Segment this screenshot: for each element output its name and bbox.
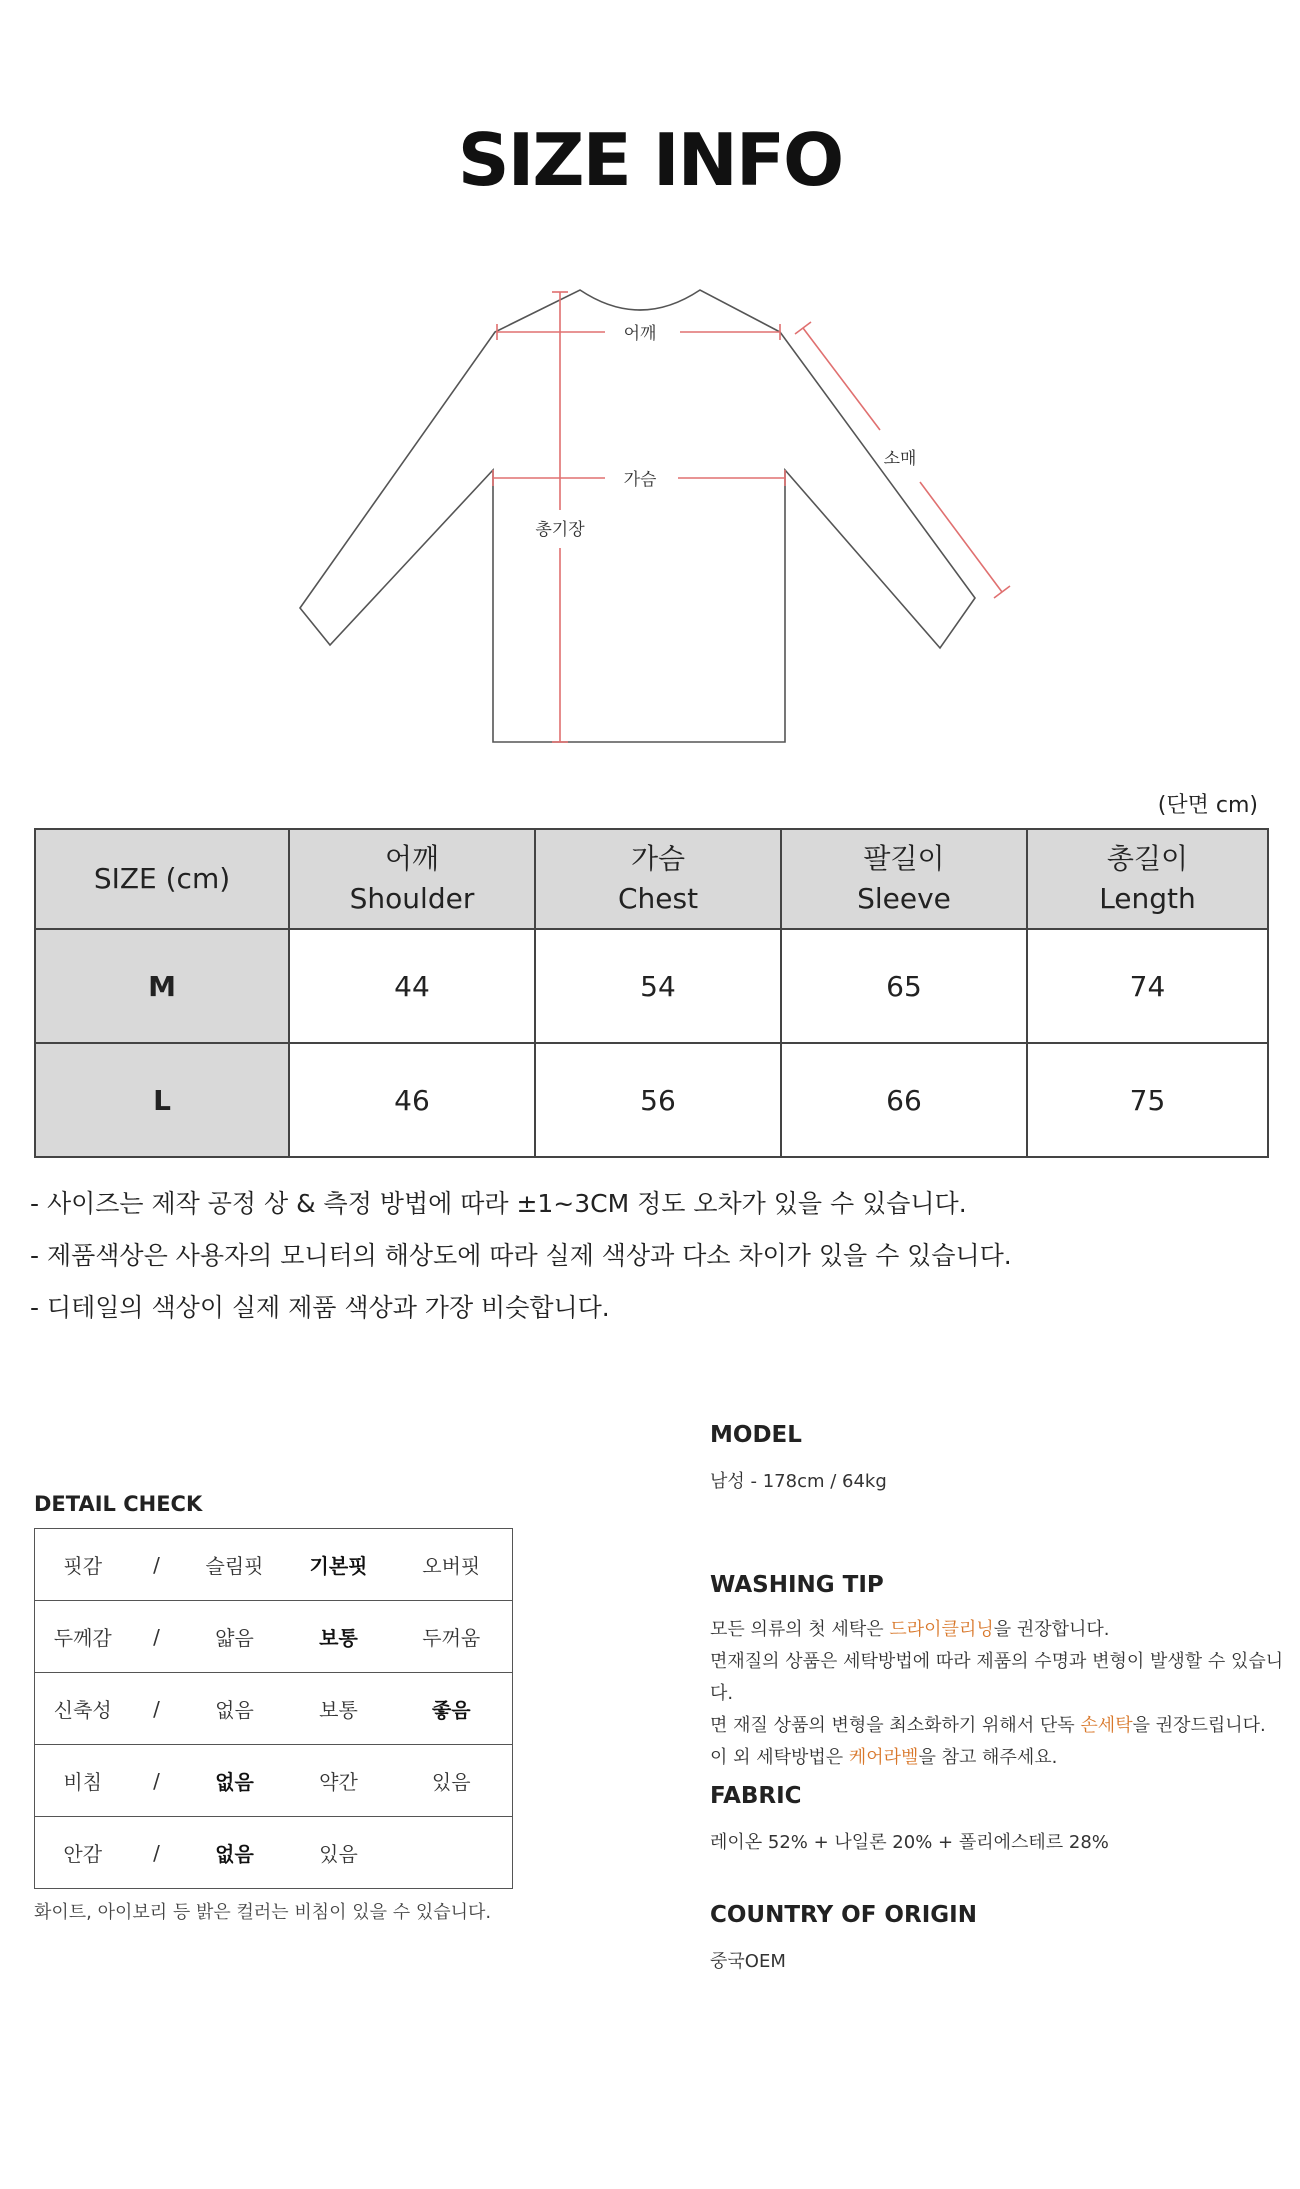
col-length: 총길이 Length (1027, 829, 1268, 929)
detail-option: 두꺼움 (391, 1601, 513, 1673)
detail-option: 있음 (391, 1745, 513, 1817)
sleeve-label: 소매 (883, 449, 917, 469)
detail-separator: / (131, 1817, 183, 1889)
fabric-heading: FABRIC (710, 1783, 802, 1809)
detail-label: 비침 (35, 1745, 131, 1817)
washing-section (710, 1572, 1290, 1774)
size-notes (30, 1178, 1012, 1334)
table-cell: 66 (781, 1043, 1027, 1157)
detail-separator: / (131, 1745, 183, 1817)
model-section (710, 1422, 1290, 1498)
detail-option: 있음 (287, 1817, 391, 1889)
detail-check-table (34, 1528, 513, 1889)
size-table-header (35, 829, 1268, 929)
origin-text: 중국OEM (710, 1951, 786, 1972)
col-sleeve: 팔길이 Sleeve (781, 829, 1027, 929)
origin-heading: COUNTRY OF ORIGIN (710, 1902, 977, 1928)
detail-option (391, 1817, 513, 1889)
detail-check-note: 화이트, 아이보리 등 밝은 컬러는 비침이 있을 수 있습니다. (34, 1902, 492, 1923)
washing-line: 면재질의 상품은 세탁방법에 따라 제품의 수명과 변형이 발생할 수 있습니다. (710, 1651, 1284, 1704)
detail-option-selected: 없음 (183, 1745, 287, 1817)
detail-option: 없음 (183, 1673, 287, 1745)
detail-label: 신축성 (35, 1673, 131, 1745)
detail-row-fit (35, 1529, 513, 1601)
washing-line: 모든 의류의 첫 세탁은 드라이클리닝을 권장합니다. (710, 1619, 1110, 1640)
size-label: M (35, 929, 289, 1043)
model-heading: MODEL (710, 1422, 802, 1448)
table-cell: 44 (289, 929, 535, 1043)
table-cell: 74 (1027, 929, 1268, 1043)
washing-line: 면 재질 상품의 변형을 최소화하기 위해서 단독 손세탁을 권장드립니다. (710, 1715, 1266, 1736)
length-label: 총기장 (535, 520, 585, 540)
detail-option: 약간 (287, 1745, 391, 1817)
detail-option: 보통 (287, 1673, 391, 1745)
washing-heading: WASHING TIP (710, 1572, 884, 1598)
table-cell: 65 (781, 929, 1027, 1043)
col-chest: 가슴 Chest (535, 829, 781, 929)
size-corner-cell: SIZE (cm) (35, 829, 289, 929)
detail-label: 두께감 (35, 1601, 131, 1673)
detail-option: 슬림핏 (183, 1529, 287, 1601)
detail-option-selected: 좋음 (391, 1673, 513, 1745)
page-title: SIZE INFO (457, 118, 843, 202)
note-line: - 디테일의 색상이 실제 제품 색상과 가장 비슷합니다. (30, 1293, 610, 1322)
detail-row-sheerness (35, 1745, 513, 1817)
detail-label: 안감 (35, 1817, 131, 1889)
table-row (35, 1043, 1268, 1157)
size-table (34, 828, 1269, 1158)
origin-section (710, 1902, 1290, 1978)
detail-option-selected: 없음 (183, 1817, 287, 1889)
washing-line: 이 외 세탁방법은 케어라벨을 참고 해주세요. (710, 1747, 1058, 1768)
table-cell: 54 (535, 929, 781, 1043)
table-cell: 46 (289, 1043, 535, 1157)
length-measure (552, 292, 568, 742)
highlight-text: 드라이클리닝 (889, 1619, 994, 1640)
detail-separator: / (131, 1601, 183, 1673)
highlight-text: 케어라벨 (848, 1747, 919, 1768)
table-row (35, 929, 1268, 1043)
size-label: L (35, 1043, 289, 1157)
table-cell: 56 (535, 1043, 781, 1157)
detail-option: 얇음 (183, 1601, 287, 1673)
fabric-section (710, 1783, 1290, 1859)
detail-option-selected: 기본핏 (287, 1529, 391, 1601)
chest-label: 가슴 (623, 470, 657, 490)
detail-option: 오버핏 (391, 1529, 513, 1601)
col-shoulder: 어깨 Shoulder (289, 829, 535, 929)
model-text: 남성 - 178cm / 64kg (710, 1471, 887, 1492)
highlight-text: 손세탁 (1080, 1715, 1133, 1736)
note-line: - 사이즈는 제작 공정 상 & 측정 방법에 따라 ±1~3CM 정도 오차가 있을 수 있습니다. (30, 1189, 967, 1218)
note-line: - 제품색상은 사용자의 모니터의 해상도에 따라 실제 색상과 다소 차이가 있을 수 있습니다. (30, 1241, 1012, 1270)
fabric-text: 레이온 52% + 나일론 20% + 폴리에스테르 28% (710, 1832, 1109, 1853)
detail-label: 핏감 (35, 1529, 131, 1601)
detail-separator: / (131, 1529, 183, 1601)
shoulder-label: 어깨 (623, 324, 657, 344)
detail-option-selected: 보통 (287, 1601, 391, 1673)
table-cell: 75 (1027, 1043, 1268, 1157)
garment-diagram (0, 270, 1300, 750)
detail-row-thickness (35, 1601, 513, 1673)
detail-check-title: DETAIL CHECK (34, 1492, 203, 1516)
unit-note: (단면 cm) (1157, 793, 1258, 818)
garment-outline (300, 290, 975, 742)
detail-separator: / (131, 1673, 183, 1745)
detail-row-lining (35, 1817, 513, 1889)
detail-row-stretch (35, 1673, 513, 1745)
